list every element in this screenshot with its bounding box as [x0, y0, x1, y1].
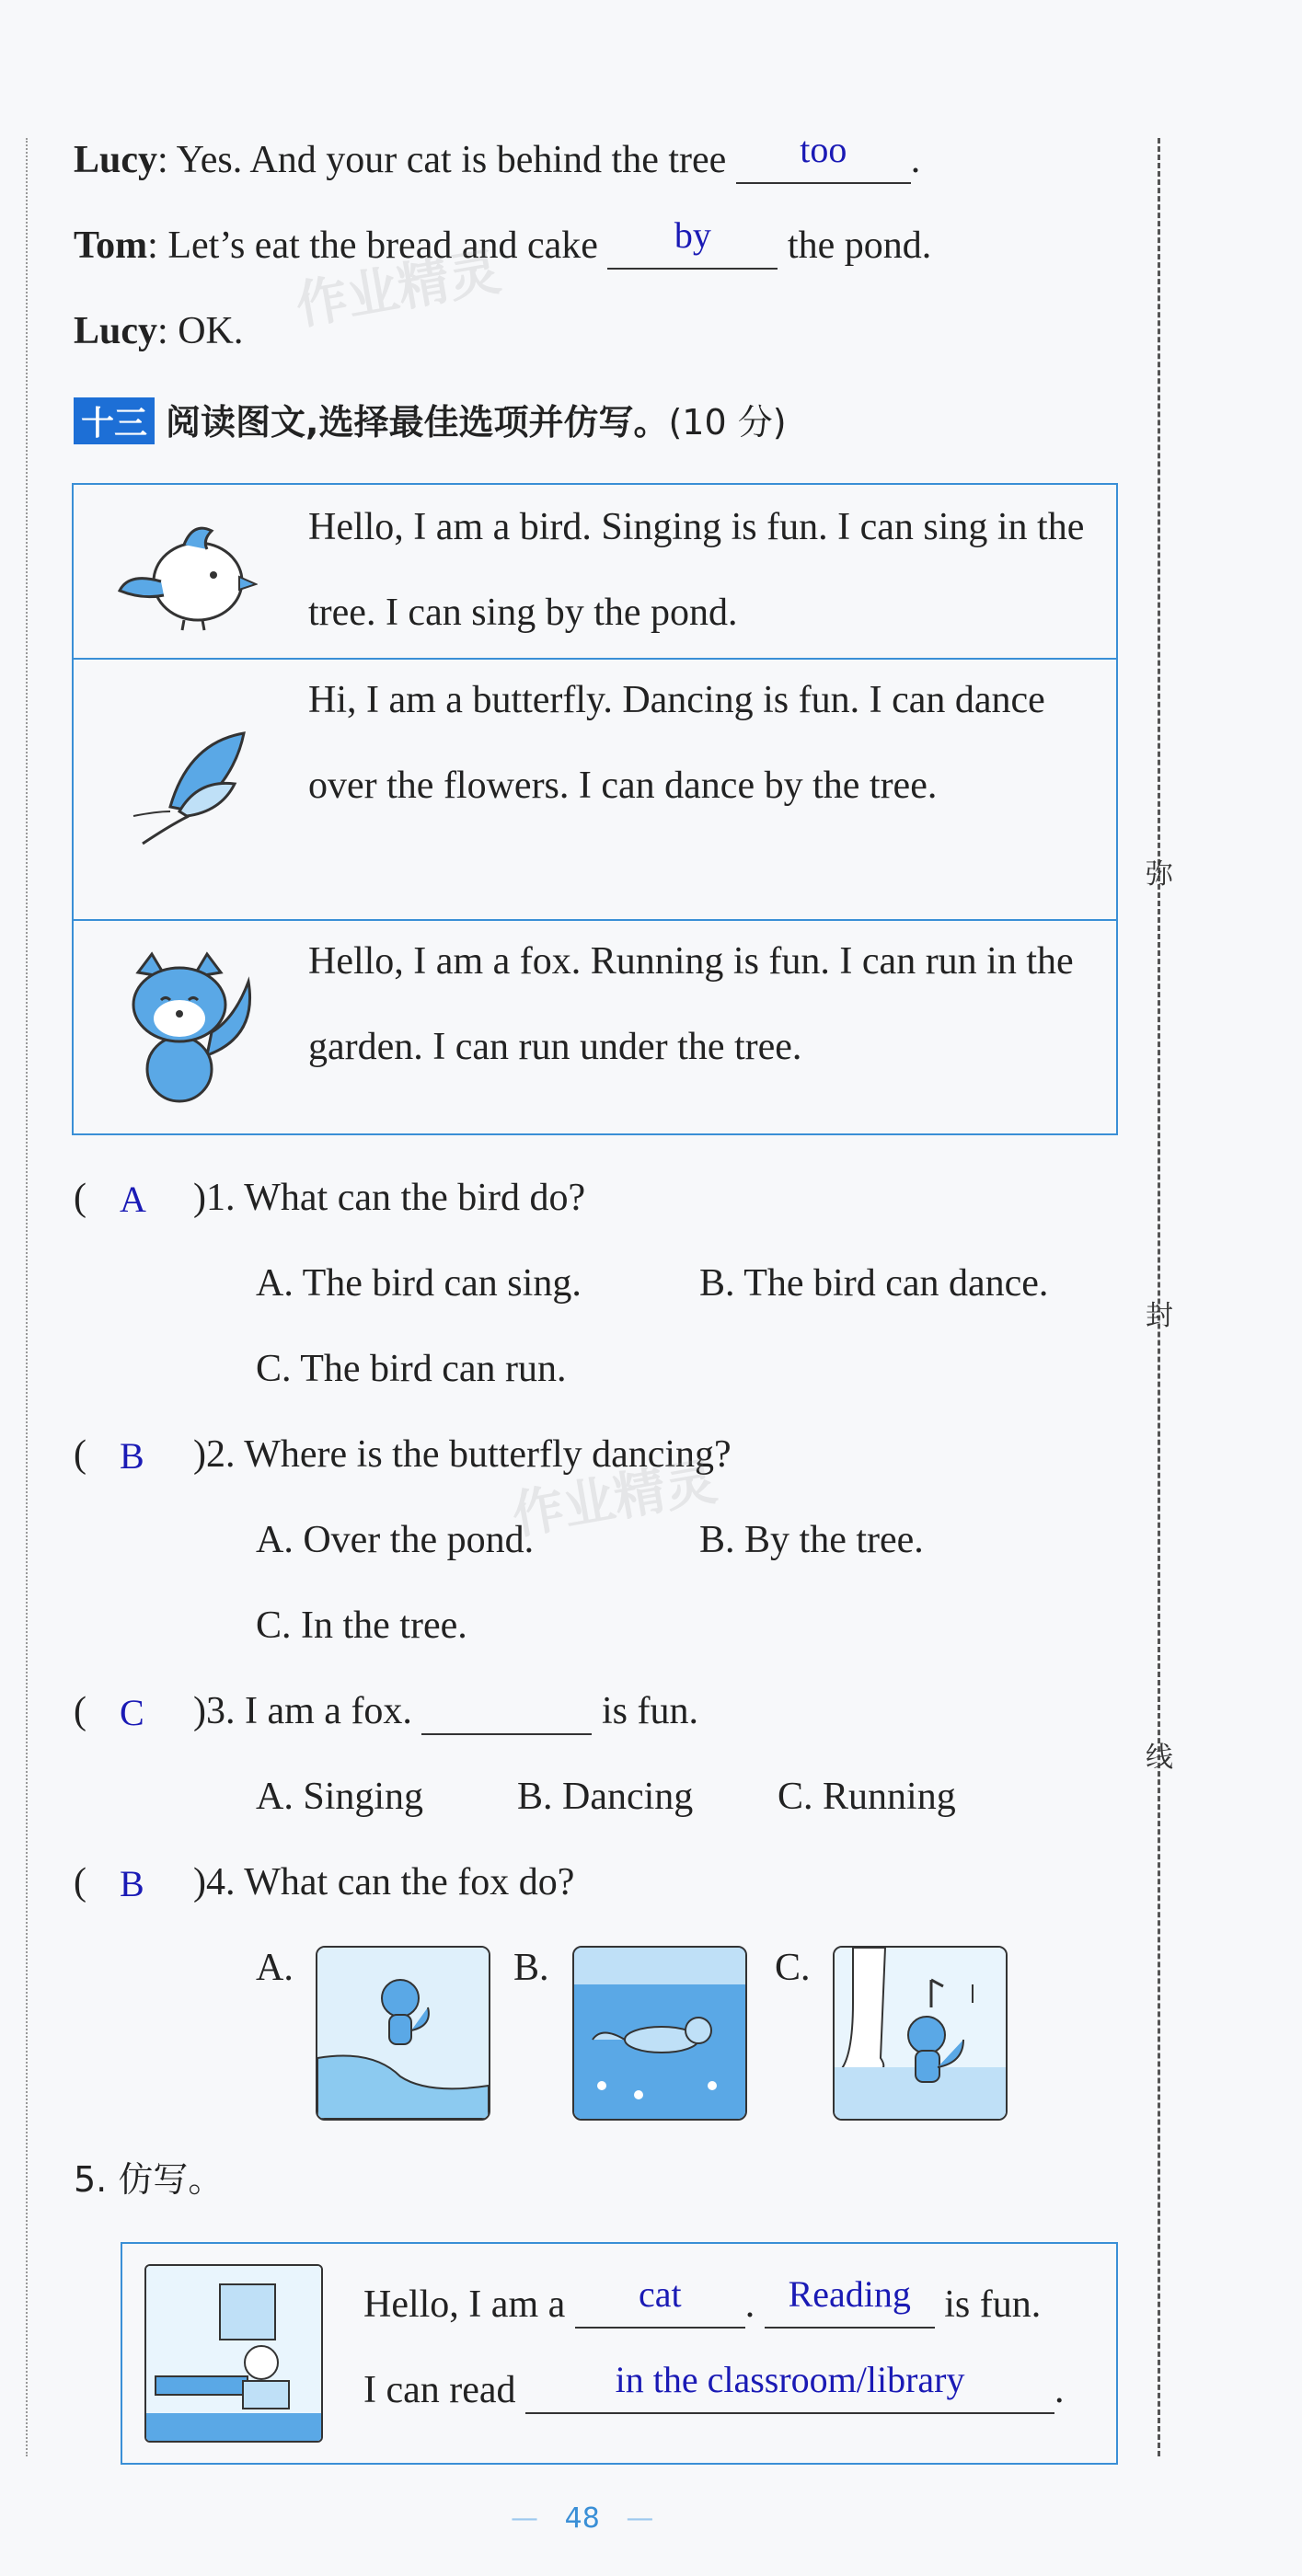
reading-box: [72, 483, 1118, 1135]
dialogue-line-3: Lucy: OK.: [74, 310, 244, 352]
option-label: A.: [256, 1947, 294, 1989]
option: C. The bird can run.: [256, 1348, 567, 1390]
reading-text-butterfly: Hi, I am a butterfly. Dancing is fun. I can dance over the flowers. I can dance by the tree.: [308, 679, 1045, 807]
fox-singing-image: [835, 1948, 1006, 2119]
option-label: B.: [513, 1947, 549, 1989]
speaker-name: Lucy: [74, 310, 158, 352]
option: B. The bird can dance.: [699, 1262, 1049, 1305]
dialogue-line-1: Lucy: Yes. And your cat is behind the tree too .: [74, 138, 920, 184]
page-number: 48: [564, 2502, 600, 2535]
option: A. The bird can sing.: [256, 1262, 582, 1305]
answer-blank[interactable]: [421, 1689, 592, 1735]
question-2: ( B )2. Where is the butterfly dancing?: [74, 1433, 732, 1477]
question-3: ( C )3. I am a fox. is fun.: [74, 1690, 698, 1733]
option: C. In the tree.: [256, 1604, 467, 1647]
binding-mark: 弥: [1146, 858, 1173, 891]
speaker-name: Lucy: [74, 139, 158, 181]
answer-paren[interactable]: ( C: [74, 1690, 144, 1733]
answer-blank[interactable]: Reading: [765, 2283, 935, 2329]
binding-mark: 封: [1146, 1300, 1173, 1332]
fox-icon: [120, 945, 258, 1110]
fox-by-pond-image: [317, 1948, 489, 2119]
option: B. By the tree.: [699, 1519, 924, 1561]
left-margin-line: [26, 138, 28, 2456]
section-title: 阅读图文,选择最佳选项并仿写。: [166, 402, 669, 443]
reading-text-fox: Hello, I am a fox. Running is fun. I can run in the garden. I can run under the tree.: [308, 940, 1074, 1068]
imitate-line-1: Hello, I am a cat . Reading is fun.: [363, 2283, 1041, 2329]
section-number-badge: 十三: [74, 397, 155, 444]
option: B. Dancing: [517, 1776, 694, 1818]
option: A. Singing: [256, 1776, 424, 1818]
binding-mark: 线: [1146, 1742, 1173, 1774]
option-a-picture[interactable]: [316, 1946, 490, 2121]
question-4: ( B )4. What can the fox do?: [74, 1861, 575, 1904]
classroom-picture: [144, 2264, 323, 2443]
imitate-line-2: I can read in the classroom/library .: [363, 2368, 1065, 2414]
watermark: 作业精灵: [291, 241, 505, 337]
question-1: ( A )1. What can the bird do?: [74, 1177, 586, 1220]
option: A. Over the pond.: [256, 1519, 535, 1561]
answer-blank[interactable]: by: [607, 224, 778, 270]
option: C. Running: [778, 1776, 956, 1818]
imitate-box: [121, 2242, 1118, 2465]
answer-blank[interactable]: in the classroom/library: [525, 2368, 1054, 2414]
option-c-picture[interactable]: [833, 1946, 1008, 2121]
page-footer: — 48 —: [511, 2502, 654, 2535]
speaker-name: Tom: [74, 224, 148, 267]
butterfly-icon: [115, 724, 253, 853]
answer-blank[interactable]: too: [736, 138, 911, 184]
answer-paren[interactable]: ( B: [74, 1433, 144, 1477]
imitate-label: 5. 仿写。: [74, 2159, 224, 2200]
answer-blank[interactable]: cat: [575, 2283, 745, 2329]
cat-reading-image: [146, 2266, 321, 2441]
reading-text-bird: Hello, I am a bird. Singing is fun. I can sing in the tree. I can sing by the pond.: [308, 506, 1085, 634]
watermark: 作业精灵: [507, 1451, 721, 1547]
bird-icon: [110, 503, 258, 641]
answer-paren[interactable]: ( A: [74, 1177, 146, 1220]
section-header: [74, 394, 787, 444]
section-points: (10 分): [668, 402, 787, 443]
option-b-picture[interactable]: [572, 1946, 747, 2121]
dialogue-line-2: Tom: Let’s eat the bread and cake by the pond.: [74, 224, 931, 270]
fox-running-image: [574, 1948, 745, 2119]
answer-paren[interactable]: ( B: [74, 1861, 144, 1904]
option-label: C.: [775, 1947, 811, 1989]
